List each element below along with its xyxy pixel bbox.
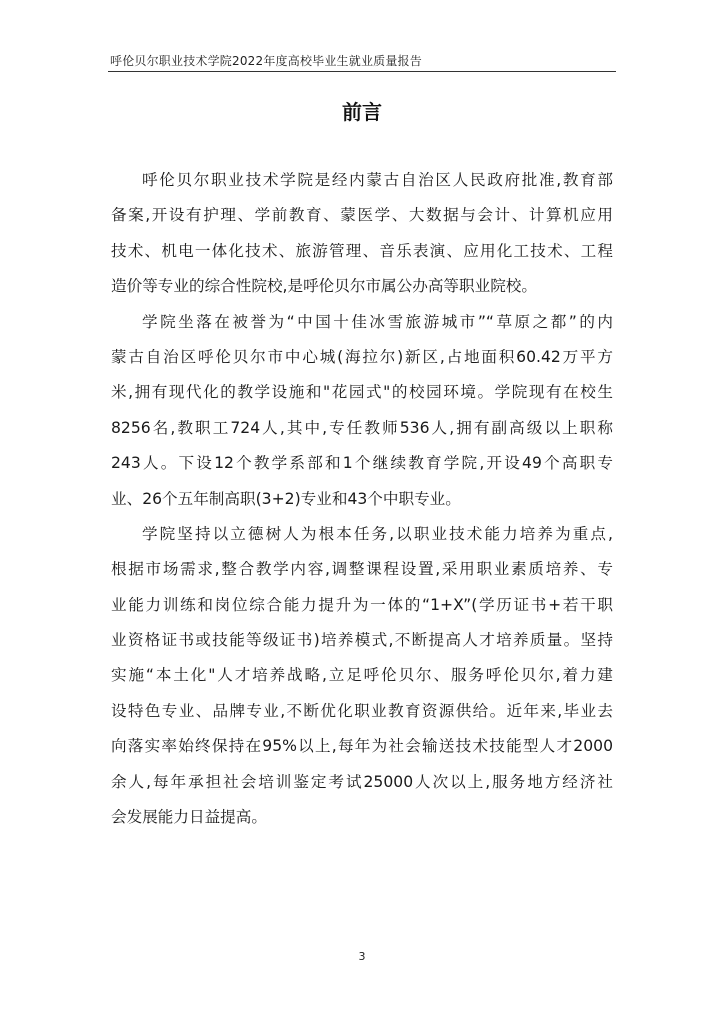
text-line: 蒙古自治区呼伦贝尔市中心城(海拉尔)新区,占地面积60.42万平方 — [111, 347, 613, 366]
text-line: 造价等专业的综合性院校,是呼伦贝尔市属公办高等职业院校。 — [111, 277, 537, 296]
paragraph — [111, 305, 613, 517]
text-line: 会发展能力日益提高。 — [111, 808, 267, 827]
text-line: 业、26个五年制高职(3+2)专业和43个中职专业。 — [111, 489, 461, 508]
header-divider — [108, 71, 616, 72]
text-line: 业能力训练和岗位综合能力提升为一体的“1+X”(学历证书+若干职 — [111, 595, 613, 614]
text-line: 备案,开设有护理、学前教育、蒙医学、大数据与会计、计算机应用 — [111, 206, 613, 225]
paragraph — [111, 163, 613, 305]
text-line: 设特色专业、品牌专业,不断优化职业教育资源供给。近年来,毕业去 — [111, 701, 613, 720]
body-text — [111, 163, 613, 835]
text-line: 243人。下设12个教学系部和1个继续教育学院,开设49个高职专 — [111, 454, 613, 473]
text-line: 8256名,教职工724人,其中,专任教师536人,拥有副高级以上职称 — [111, 418, 613, 437]
text-line: 根据市场需求,整合教学内容,调整课程设置,采用职业素质培养、专 — [111, 560, 613, 579]
section-title: 前言 — [342, 100, 382, 124]
text-line: 呼伦贝尔职业技术学院是经内蒙古自治区人民政府批准,教育部 — [142, 171, 613, 189]
page-number: 3 — [358, 950, 366, 963]
text-line: 实施“本土化"人才培养战略,立足呼伦贝尔、服务呼伦贝尔,着力建 — [111, 666, 613, 685]
text-line: 学院坚持以立德树人为根本任务,以职业技术能力培养为重点, — [142, 524, 613, 543]
text-line: 余人,每年承担社会培训鉴定考试25000人次以上,服务地方经济社 — [111, 772, 613, 791]
paragraph — [111, 517, 613, 836]
text-line: 米,拥有现代化的教学设施和"花园式"的校园环境。学院现有在校生 — [111, 383, 613, 402]
running-header: 呼伦贝尔职业技术学院2022年度高校毕业生就业质量报告 — [110, 54, 422, 68]
text-line: 业资格证书或技能等级证书)培养模式,不断提高人才培养质量。坚持 — [111, 631, 613, 650]
text-line: 学院坐落在被誉为“中国十佳冰雪旅游城市”“草原之都”的内 — [142, 312, 613, 331]
text-line: 技术、机电一体化技术、旅游管理、音乐表演、应用化工技术、工程 — [111, 241, 613, 260]
text-line: 向落实率始终保持在95%以上,每年为社会输送技术技能型人才2000 — [111, 737, 613, 756]
